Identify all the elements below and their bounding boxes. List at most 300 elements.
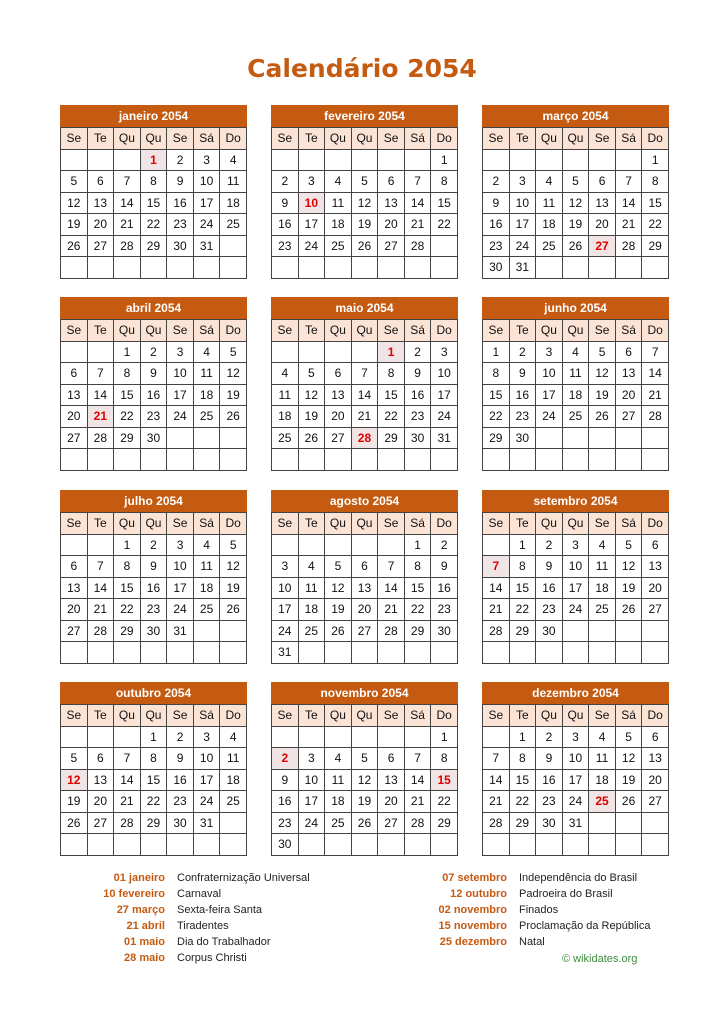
day-cell: 15 [642,192,669,214]
month-header: outubro 2054 [60,682,247,704]
day-cell: 7 [483,748,510,770]
empty-cell [562,449,589,471]
day-cell: 17 [167,577,194,599]
day-cell: 18 [193,384,220,406]
weekday-header: Te [298,513,325,535]
week-row [61,449,247,471]
day-cell: 4 [325,171,352,193]
day-cell: 27 [87,812,114,834]
weekday-header: Do [220,705,247,727]
month-block [482,105,669,279]
empty-cell [140,449,167,471]
day-cell: 7 [114,171,141,193]
week-row [483,577,669,599]
day-cell: 21 [87,599,114,621]
day-cell: 5 [325,556,352,578]
week-row [483,748,669,770]
day-cell: 4 [325,748,352,770]
weekday-header: Sá [404,705,431,727]
day-cell: 12 [615,748,642,770]
empty-cell [325,149,352,171]
day-cell: 21 [351,406,378,428]
weekday-header: Qu [140,320,167,342]
weekday-header: Se [483,705,510,727]
day-cell: 2 [140,534,167,556]
day-cell: 3 [298,748,325,770]
day-cell: 31 [193,812,220,834]
holiday-date: 02 novembro [438,904,507,916]
day-cell: 24 [193,214,220,236]
day-cell: 24 [431,406,458,428]
day-cell: 3 [272,556,299,578]
day-cell: 11 [193,556,220,578]
day-cell: 1 [431,149,458,171]
day-cell: 25 [298,620,325,642]
day-cell: 16 [167,769,194,791]
day-cell: 2 [536,534,563,556]
week-row [483,171,669,193]
day-cell: 29 [114,427,141,449]
day-cell: 26 [351,812,378,834]
day-cell: 16 [536,769,563,791]
day-cell: 30 [167,812,194,834]
day-cell: 22 [140,214,167,236]
empty-cell [615,812,642,834]
empty-cell [220,449,247,471]
day-cell: 19 [298,406,325,428]
day-cell: 19 [61,791,88,813]
empty-cell [404,149,431,171]
empty-cell [404,449,431,471]
month-table [482,127,669,279]
day-cell: 10 [431,363,458,385]
week-row [61,427,247,449]
week-row [483,406,669,428]
week-row [272,599,458,621]
day-cell: 4 [589,726,616,748]
empty-cell [325,834,352,856]
day-cell: 5 [220,534,247,556]
day-cell: 14 [351,384,378,406]
day-cell: 3 [431,341,458,363]
day-cell: 8 [114,363,141,385]
empty-cell [325,341,352,363]
day-cell: 22 [431,791,458,813]
weekday-header: Sá [615,513,642,535]
day-cell: 23 [404,406,431,428]
page-title: Calendário 2054 [247,54,477,83]
day-cell: 7 [642,341,669,363]
day-cell: 11 [220,171,247,193]
day-cell: 9 [272,769,299,791]
day-cell: 19 [562,214,589,236]
weekday-header: Qu [114,320,141,342]
day-cell: 17 [193,192,220,214]
day-cell: 9 [140,363,167,385]
empty-cell [562,834,589,856]
empty-cell [87,341,114,363]
empty-cell [378,834,405,856]
empty-cell [298,834,325,856]
month-table [482,512,669,664]
weekday-header: Se [167,705,194,727]
week-row [483,149,669,171]
weekday-header: Qu [351,513,378,535]
week-row [272,791,458,813]
day-cell: 10 [193,748,220,770]
day-cell: 15 [114,384,141,406]
day-cell: 26 [562,235,589,257]
weekday-header: Qu [536,128,563,150]
day-cell: 20 [87,791,114,813]
day-cell: 6 [351,556,378,578]
weekday-header: Te [87,320,114,342]
day-cell: 8 [509,748,536,770]
day-cell: 1 [114,341,141,363]
day-cell: 3 [193,149,220,171]
weekday-header: Se [483,513,510,535]
holiday-list-right [400,870,650,950]
day-cell: 11 [272,384,299,406]
day-cell: 16 [536,577,563,599]
day-cell: 29 [404,620,431,642]
day-cell: 2 [431,534,458,556]
weekday-header: Qu [562,513,589,535]
holiday-name: Proclamação da República [519,920,651,932]
holiday-name: Corpus Christi [177,952,247,964]
day-cell: 25 [220,791,247,813]
day-cell: 26 [589,406,616,428]
empty-cell [404,642,431,664]
day-cell: 19 [351,214,378,236]
holiday-name: Carnaval [177,888,222,900]
day-cell: 21 [483,791,510,813]
week-row [272,534,458,556]
month-block [271,105,458,279]
day-cell: 6 [589,171,616,193]
empty-cell [378,642,405,664]
empty-cell [114,642,141,664]
holiday-row [60,918,310,934]
weekday-header: Do [431,513,458,535]
day-cell: 15 [509,769,536,791]
week-row [483,812,669,834]
day-cell: 17 [167,384,194,406]
empty-cell [61,834,88,856]
weekday-header: Sá [193,513,220,535]
empty-cell [193,257,220,279]
empty-cell [615,642,642,664]
empty-cell [325,726,352,748]
empty-cell [642,257,669,279]
empty-cell [509,834,536,856]
empty-cell [615,834,642,856]
month-block [482,682,669,856]
day-cell: 27 [351,620,378,642]
empty-cell [483,149,510,171]
day-cell: 6 [642,726,669,748]
empty-cell [114,149,141,171]
day-cell: 10 [167,556,194,578]
month-header: fevereiro 2054 [271,105,458,127]
day-cell: 26 [615,599,642,621]
day-cell: 8 [114,556,141,578]
week-row [61,235,247,257]
week-row [483,726,669,748]
empty-cell [351,341,378,363]
day-cell: 25 [325,235,352,257]
day-cell: 14 [404,192,431,214]
week-row [483,214,669,236]
week-row [61,341,247,363]
day-cell: 23 [167,791,194,813]
month-header: novembro 2054 [271,682,458,704]
empty-cell [61,534,88,556]
day-cell: 5 [351,748,378,770]
day-cell: 28 [404,812,431,834]
day-cell: 18 [193,577,220,599]
day-cell: 15 [378,384,405,406]
weekday-header: Se [483,128,510,150]
day-cell: 25 [325,812,352,834]
holiday-day-cell: 28 [351,427,378,449]
day-cell: 31 [167,620,194,642]
holiday-day-cell: 1 [140,149,167,171]
empty-cell [61,726,88,748]
day-cell: 14 [114,769,141,791]
weekday-header: Qu [351,705,378,727]
week-row [272,834,458,856]
day-cell: 17 [193,769,220,791]
week-row [272,384,458,406]
day-cell: 25 [193,406,220,428]
week-row [272,620,458,642]
week-row [483,257,669,279]
day-cell: 30 [509,427,536,449]
day-cell: 30 [536,812,563,834]
day-cell: 23 [272,235,299,257]
holiday-row [60,870,310,886]
day-cell: 22 [114,406,141,428]
day-cell: 18 [298,599,325,621]
week-row [61,257,247,279]
day-cell: 1 [642,149,669,171]
empty-cell [351,642,378,664]
day-cell: 2 [536,726,563,748]
day-cell: 8 [642,171,669,193]
day-cell: 14 [378,577,405,599]
day-cell: 20 [325,406,352,428]
day-cell: 31 [431,427,458,449]
day-cell: 30 [167,235,194,257]
day-cell: 9 [272,192,299,214]
day-cell: 26 [61,812,88,834]
weekday-header: Te [509,128,536,150]
weekday-header: Qu [562,128,589,150]
empty-cell [615,427,642,449]
weekday-header: Qu [114,705,141,727]
empty-cell [378,726,405,748]
day-cell: 7 [404,171,431,193]
empty-cell [87,149,114,171]
week-row [272,149,458,171]
week-row [483,363,669,385]
day-cell: 20 [87,214,114,236]
weekday-header: Sá [193,128,220,150]
day-cell: 25 [272,427,299,449]
day-cell: 10 [193,171,220,193]
day-cell: 2 [483,171,510,193]
week-row [61,556,247,578]
day-cell: 13 [87,769,114,791]
weekday-header: Te [298,128,325,150]
empty-cell [536,642,563,664]
weekday-header: Qu [351,320,378,342]
day-cell: 4 [562,341,589,363]
empty-cell [404,834,431,856]
weekday-header: Do [220,513,247,535]
holiday-row [60,886,310,902]
day-cell: 27 [378,235,405,257]
day-cell: 3 [562,726,589,748]
empty-cell [351,257,378,279]
weekday-header: Qu [140,128,167,150]
empty-cell [562,642,589,664]
weekday-header: Te [298,705,325,727]
empty-cell [642,620,669,642]
day-cell: 11 [589,556,616,578]
day-cell: 31 [509,257,536,279]
day-cell: 4 [298,556,325,578]
day-cell: 10 [272,577,299,599]
day-cell: 12 [298,384,325,406]
day-cell: 17 [298,214,325,236]
credit-text[interactable]: © wikidates.org [562,953,638,965]
week-row [61,726,247,748]
day-cell: 13 [351,577,378,599]
day-cell: 18 [562,384,589,406]
empty-cell [220,834,247,856]
week-row [272,235,458,257]
weekday-header: Se [378,705,405,727]
week-row [272,427,458,449]
weekday-header: Se [483,320,510,342]
day-cell: 20 [378,791,405,813]
day-cell: 11 [193,363,220,385]
holiday-day-cell: 2 [272,748,299,770]
day-cell: 27 [615,406,642,428]
weekday-header: Sá [404,320,431,342]
day-cell: 10 [298,769,325,791]
day-cell: 24 [562,791,589,813]
weekday-header: Do [642,513,669,535]
day-cell: 21 [404,791,431,813]
day-cell: 6 [87,171,114,193]
day-cell: 1 [404,534,431,556]
empty-cell [272,257,299,279]
day-cell: 5 [589,341,616,363]
day-cell: 13 [61,384,88,406]
weekday-header: Sá [193,705,220,727]
day-cell: 19 [615,769,642,791]
empty-cell [431,235,458,257]
day-cell: 17 [509,214,536,236]
weekday-header: Sá [615,320,642,342]
empty-cell [483,534,510,556]
empty-cell [615,449,642,471]
weekday-header: Sá [615,128,642,150]
day-cell: 6 [615,341,642,363]
empty-cell [220,427,247,449]
day-cell: 13 [615,363,642,385]
holiday-date: 07 setembro [442,872,507,884]
holiday-date: 01 maio [124,936,165,948]
weekday-header: Qu [536,513,563,535]
day-cell: 21 [483,599,510,621]
day-cell: 6 [61,556,88,578]
day-cell: 8 [431,171,458,193]
holiday-name: Dia do Trabalhador [177,936,271,948]
day-cell: 24 [536,406,563,428]
empty-cell [298,449,325,471]
month-header: abril 2054 [60,297,247,319]
weekday-header: Do [431,128,458,150]
week-row [483,427,669,449]
day-cell: 7 [87,363,114,385]
day-cell: 28 [615,235,642,257]
day-cell: 20 [642,769,669,791]
weekday-header: Sá [404,513,431,535]
day-cell: 29 [509,620,536,642]
weekday-header: Te [509,513,536,535]
week-row [272,642,458,664]
day-cell: 30 [140,427,167,449]
weekday-header: Te [87,705,114,727]
day-cell: 28 [87,620,114,642]
day-cell: 19 [325,599,352,621]
week-row [61,642,247,664]
month-table [60,512,247,664]
day-cell: 4 [272,363,299,385]
day-cell: 19 [351,791,378,813]
empty-cell [167,642,194,664]
month-table [60,319,247,471]
weekday-header: Qu [140,705,167,727]
weekday-header: Se [61,513,88,535]
day-cell: 27 [61,620,88,642]
day-cell: 24 [562,599,589,621]
empty-cell [193,620,220,642]
month-table [271,704,458,856]
day-cell: 28 [378,620,405,642]
weekday-header: Do [431,320,458,342]
week-row [272,171,458,193]
weekday-header: Sá [404,128,431,150]
month-table [482,319,669,471]
day-cell: 10 [536,363,563,385]
day-cell: 23 [140,599,167,621]
week-row [272,812,458,834]
week-row [272,748,458,770]
day-cell: 21 [642,384,669,406]
day-cell: 15 [140,192,167,214]
day-cell: 23 [140,406,167,428]
day-cell: 4 [589,534,616,556]
week-row [61,599,247,621]
empty-cell [404,726,431,748]
day-cell: 27 [642,599,669,621]
day-cell: 30 [140,620,167,642]
